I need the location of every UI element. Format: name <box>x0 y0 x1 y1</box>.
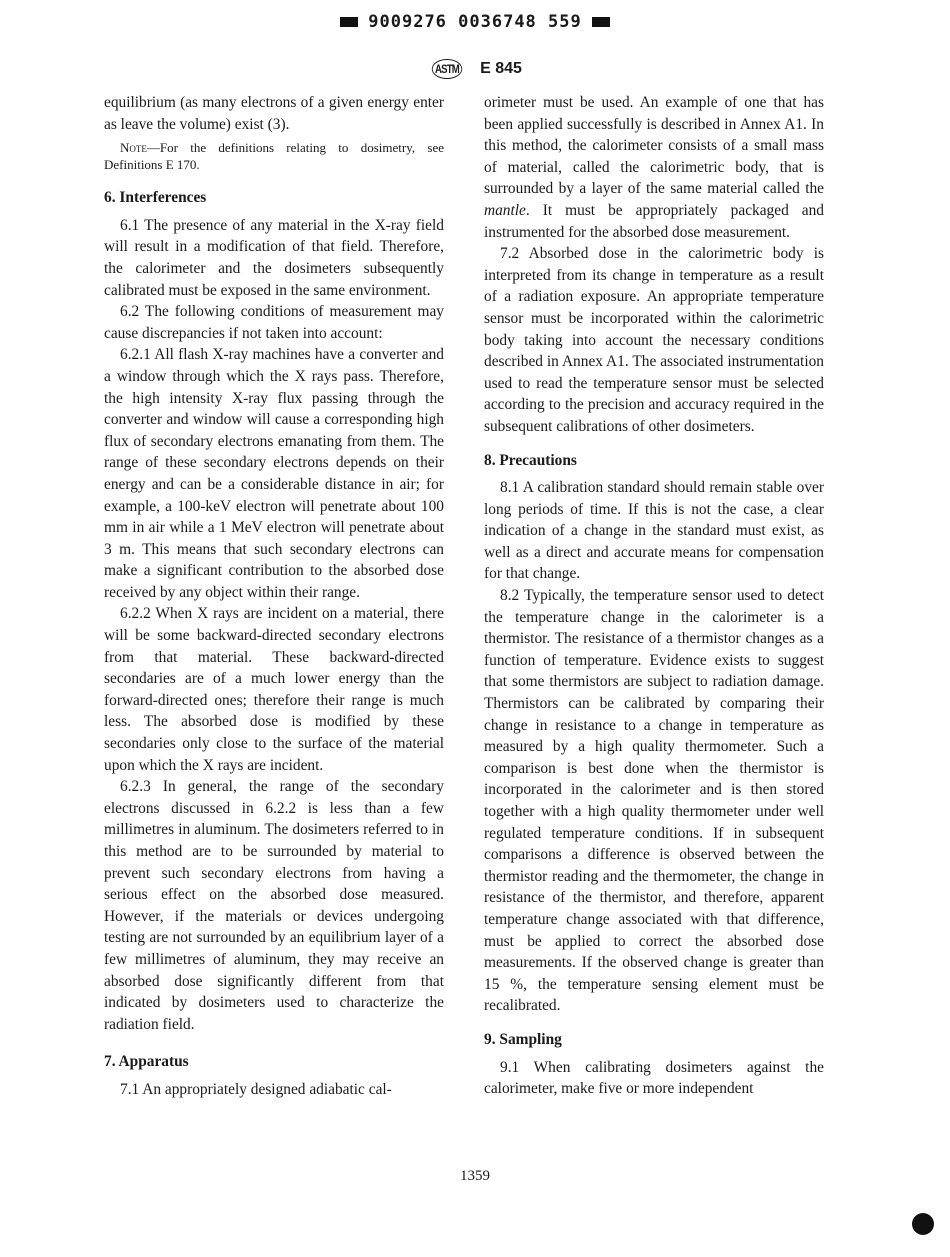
right-column <box>484 92 824 1100</box>
left-column <box>104 92 444 1101</box>
document-barcode <box>0 12 950 32</box>
paragraph: 6.2.2 When X rays are incident on a material, there will be some backward-directed secondary electrons from that material. These backward-directed secondaries are of a much lower energy than the forward-directed ones; therefore their range is much less. The absorbed dose is modified by these secondaries only close to the surface of the material upon which the X rays are incident. <box>104 605 444 774</box>
page-header <box>0 59 950 79</box>
section-heading: 7. Apparatus <box>104 1053 189 1071</box>
note-text: —For the definitions relating to dosimetry, see Definitions E 170. <box>104 140 444 173</box>
section-heading: 8. Precautions <box>484 451 577 469</box>
page-number: 1359 <box>460 1168 490 1184</box>
paragraph: 6.2.3 In general, the range of the secondary electrons discussed in 6.2.2 is less than a few millimetres in aluminum. The dosimeters referred to in this method are to be surrounded by material to prevent such secondary electrons from having a serious effect on the absorbed dose measured. However, if the materials or devices undergoing testing are not surrounded by an equilibrium layer of a few millimetres of aluminum, they may receive an absorbed dose significantly different from that indicated by dosimeters used to characterize the radiation field. <box>104 778 444 1033</box>
note <box>104 139 444 173</box>
paragraph: equilibrium (as many electrons of a given energy enter as leave the volume) exist (3). <box>104 94 444 133</box>
designation: E 845 <box>480 60 522 77</box>
barcode-number: 9009276 0036748 559 <box>368 12 582 32</box>
section-heading: 6. Interferences <box>104 189 207 207</box>
paragraph: 6.2.1 All flash X-ray machines have a converter and a window through which the X rays pass. Therefore, the high intensity X-ray flux passing through the converter and window will cause a corresponding high flux of secondary electrons emanating from them. The range of these secondary electrons depends on their energy and can be a considerable distance in air; for example, a 100-keV electron will penetrate about 100 mm in air while a 1 MeV electron will penetrate about 3 m. This means that such secondary electrons can make a significant contribution to the absorbed dose received by any object within their range. <box>104 346 444 601</box>
section-heading: 9. Sampling <box>484 1030 562 1048</box>
paragraph <box>484 92 824 243</box>
note-label: Note <box>120 140 147 156</box>
italic-term: mantle <box>484 201 526 219</box>
astm-logo: ASTM <box>432 59 462 79</box>
paragraph: 9.1 When calibrating dosimeters against the calorimeter, make five or more independent <box>484 1058 824 1098</box>
paragraph: 7.2 Absorbed dose in the calorimetric body is interpreted from its change in temperature as a result of a radiation exposure. An appropriate temperature sensor must be incorporated within the calorimetric body taking into account the necessary conditions described in Annex A1. The associated instrumentation used to read the temperature sensor must be selected according to the precision and accuracy required in the subsequent calibrations of other dosimeters. <box>484 245 824 435</box>
text: orimeter must be used. An example of one that has been applied successfully is described in Annex A1. In this method, the calorimeter consists of a small mass of material, called the calorimetric body, that is surrounded by a layer of the same material called the <box>484 94 824 198</box>
paragraph: 6.1 The presence of any material in the X-ray field will result in a modification of that field. Therefore, the calorimeter and the dosimeters subsequently calibrated must be exposed in the same environment. <box>104 216 444 299</box>
paragraph: 7.1 An appropriately designed adiabatic cal- <box>120 1080 392 1098</box>
paragraph: 8.2 Typically, the temperature sensor used to detect the temperature change in the calorimeter is a thermistor. The resistance of a thermistor changes as a function of temperature. Evidence exists to suggest that some thermistors are subject to radiation damage. Thermistors can be calibrated by comparing their change in resistance to a change in temperature as measured by a high quality thermometer. Such a comparison is best done when the thermistor is incorporated in the calorimeter and is then stored together with a high quality thermometer under well regulated temperature conditions. If in subsequent comparisons a difference is observed between the thermistor reading and the thermometer, the change in resistance of the thermistor, and therefore, apparent temperature change associated with that difference, must be applied to correct the absorbed dose measurements. If the observed change is greater than 15 %, the temperature sensing element must be recalibrated. <box>484 587 824 1015</box>
paragraph: 8.1 A calibration standard should remain stable over long periods of time. If this is not the case, a clear indication of a change in the standard must exist, as well as a direct and accurate means for compensation for that change. <box>484 479 824 583</box>
paragraph: 6.2 The following conditions of measurement may cause discrepancies if not taken into account: <box>104 303 444 342</box>
scan-mark <box>912 1213 934 1235</box>
text: . It must be appropriately packaged and instrumented for the absorbed dose measurement. <box>484 201 824 241</box>
